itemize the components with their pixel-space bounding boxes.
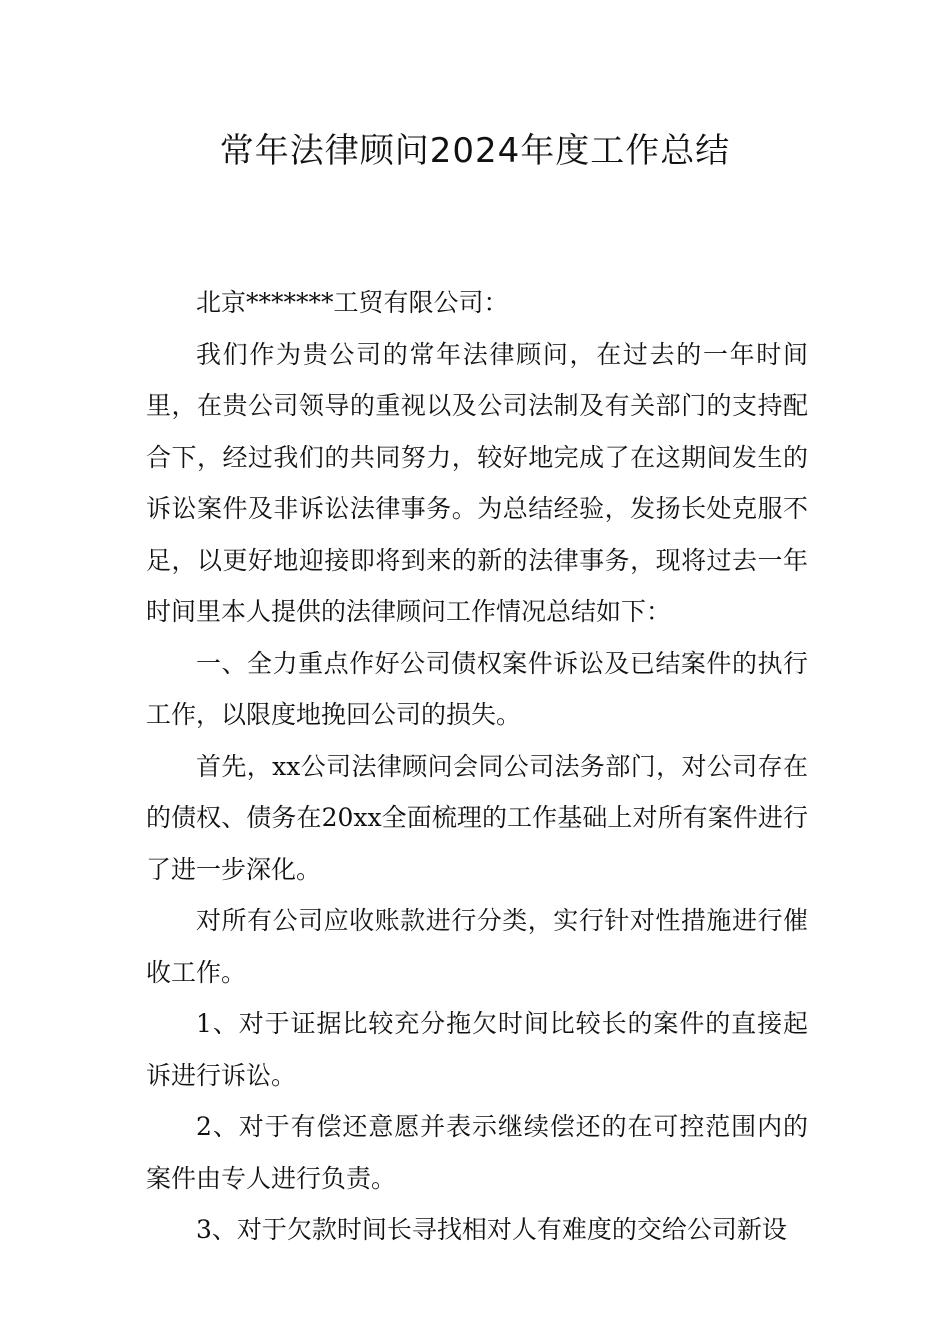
salutation: 北京*******工贸有限公司： [196,288,509,317]
list-item: 3、对于欠款时间长寻找相对人有难度的交给公司新设 [196,1215,787,1244]
list-item: 1、对于证据比较充分拖欠时间比较长的案件的直接起诉进行诉讼。 [146,1009,808,1090]
paragraph: 对所有公司应收账款进行分类，实行针对性措施进行催收工作。 [146,906,808,987]
section-heading: 一、全力重点作好公司债权案件诉讼及已结案件的执行工作，以限度地挽回公司的损失。 [146,648,808,729]
paragraph: 首先，xx公司法律顾问会同公司法务部门，对公司存在的债权、债务在20xx全面梳理的工作基础上对所有案件进行了进一步深化。 [146,751,808,884]
document-body [146,277,808,1256]
document-title: 常年法律顾问2024年度工作总结 [219,131,731,171]
paragraph: 我们作为贵公司的常年法律顾问，在过去的一年时间里，在贵公司领导的重视以及公司法制及有关部门的支持配合下，经过我们的共同努力，较好地完成了在这期间发生的诉讼案件及非诉讼法律事务。为总结经验，发扬长处克服不足，以更好地迎接即将到来的新的法律事务，现将过去一年时间里本人提供的法律顾问工作情况总结如下： [146,339,808,626]
list-item: 2、对于有偿还意愿并表示继续偿还的在可控范围内的案件由专人进行负责。 [146,1112,808,1193]
